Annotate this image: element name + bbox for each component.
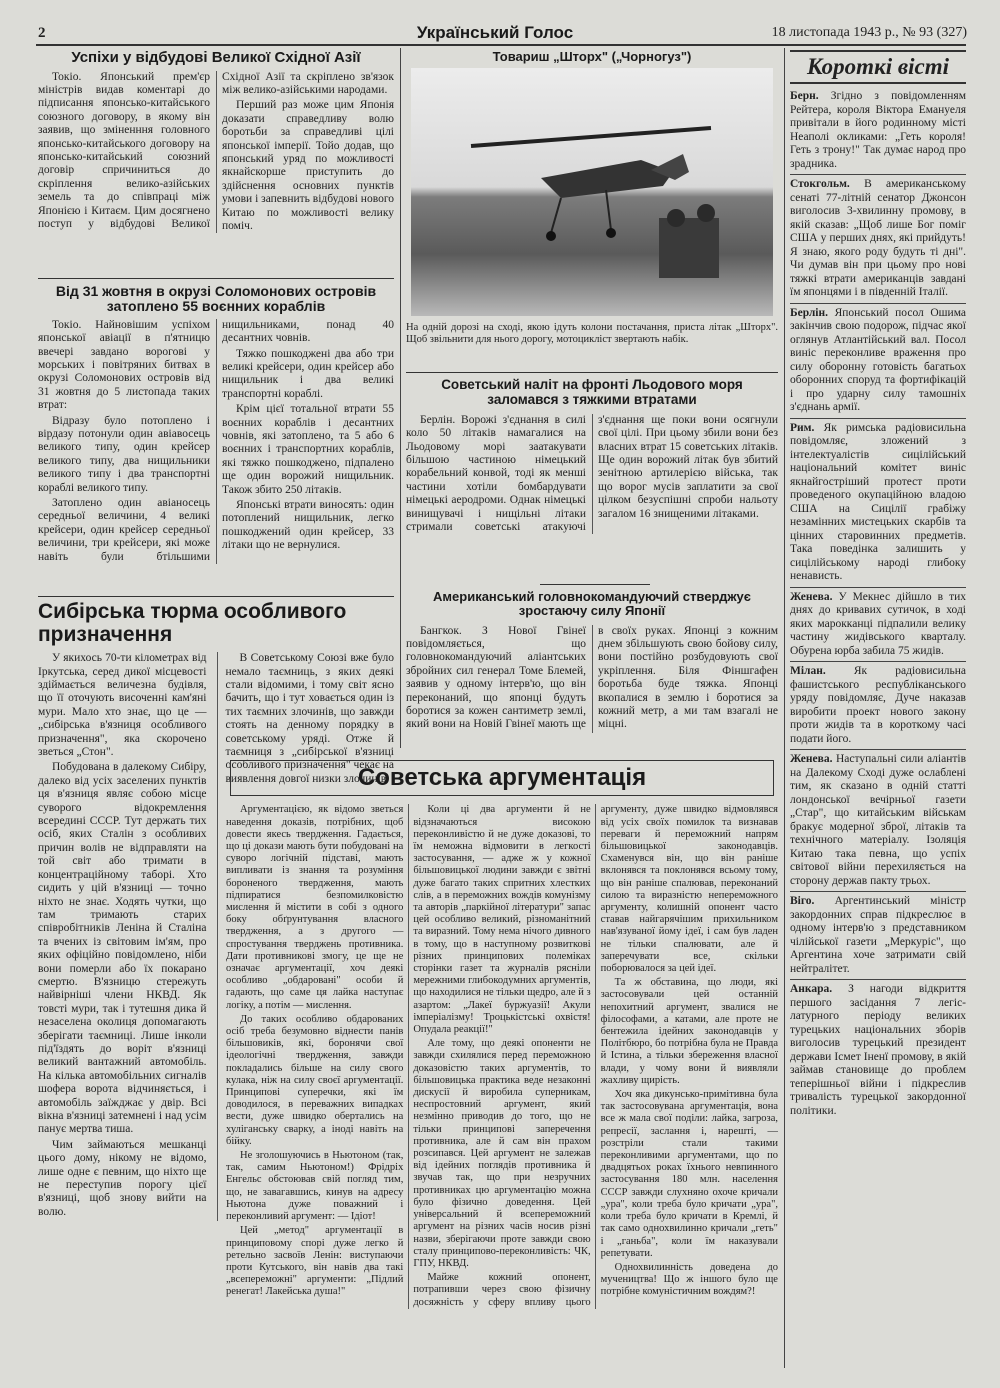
brief-city: Анкара. (790, 983, 833, 995)
brief-item (790, 979, 966, 1118)
brief-city: Женева. (790, 590, 833, 603)
brief-text: Наступальні сили аліантів на Далекому Сході дуже ослаблені тим, як сказано в одній статті лондонської вечірньої газети „Стар", що китайським військам бракує модерної зброї, літаків та технічного матеріалу. Ізоляція Китаю така певна, що успіх світової війни перехиляється на сторону держав пакту трьох. (790, 753, 966, 887)
photo-caption: На одній дорозі на сході, якою ідуть колони постачання, приста літак „Шторх". Щоб звільнити для нього дорогу, мотоцикліст звертають набік. (406, 322, 778, 346)
article-argument-p4: Цей „метод" аргументації в принциповому спорі дуже легко й ретельно засвоїв Ленін: виступаючи проти Кутського, він навів два такі „всепереможні" аргументи: „Підлий ренегат! Лакейська душа!" (226, 1225, 404, 1298)
masthead-rule (36, 44, 966, 46)
article-argument-p8: Та ж обставина, що люди, які застосовували цей останній непохитний аргумент, звалися не філософами, а катами, але проте не бентежила ідейних законодавців у Політбюро, бо потрібна була не Правда й Істина, а тільки збереження власної влади, у чому вони й виявляли жахливу щирість. (600, 977, 778, 1086)
article-ladoga-p1: Берлін. Ворожі з'єднання в силі коло 50 літаків намагалися на Льодовому морі заатакувати більшою частиною німецький корабельний конвой, тоді як менші частини хотіли бомбардувати німецькі аеродроми. Однак німецькі винищувачі і нищільні літаки стримали советські атакуючі з'єднання ще поки вони осягнули свої цілі. При цьому збили вони без власних втрат 15 советських літаків. Ще один ворожий літак був збитий зенітною артилерією війська, так що ворог мусів заплатити за свої цілком безуспішні спроби нальоту загалом 16 знищеними літаками. (406, 413, 778, 533)
column-rule-right (784, 48, 785, 1368)
article-argument-p6: Але тому, що деякі опоненти не завжди схилялися перед переможною доказовістю таких аргументів, то більшовицька практика веде незаконні дискусії й виробила суперникам, неспростовний аргумент, який незмінно приводив до того, що не тільки принципові заперечення противника, але й сам він прахом розсипався. Цей аргумент не залежав від ідейних поглядів противника й звучав так, що при незручних противниках цю аргументацію можна було фізично доведення. Цей універсальний й всепереможний аргумент на різних часів носив різні назви, зберігаючи проте завжди свою сталу принципово-переконливість: ЧК, ГПУ, НКВД. (413, 1038, 591, 1269)
article-solomon-p1: Токіо. Найновішим успіхом японської авіації в п'ятницю ввечері завдано ворогові у морських і повітряних битвах в окрузі Соломонових островів від 31 жовтня до 5 листопада таких втрат: (38, 318, 210, 412)
article-argument-title-frame (230, 760, 774, 796)
article-solomon-p6: Японські втрати виносять: один потоплений нищильник, легко пошкоджений один крейсер, 33 літаки що не вернулися. (222, 499, 394, 552)
brief-city: Мілан. (790, 665, 826, 677)
brief-item (790, 749, 966, 888)
article-siberia-p2: Побудована в далекому Сибіру, далеко від усіх заселених пунктів ця в'язниця являє собою місце суворого відокремлення всередині СССР. Тут держать тих осіб, яких Сталін з особливих причин волів не відправляти на той світ або тримати в концентраційному таборі. Хто сидить у цій в'язниці — точно ніхто не знає. Ходять чутки, що там тримають старих співробітників Леніна й Сталіна та вчених із світовим ім'ям, про яких офіційно повідомлено, ніби вони померли або їх покарано смертю. В'язницю стережуть найвірніші члени НКВД. Як товсті мури, так і тутешня дика й незаселена околиця допомагають зберігати таємниці. Лише інколи під'їздять до воріт в'язниці великий вантажний автомобіль. На кілька автомобільних сигналів шофера ворота відчиняється, і автомобіль заїжджає у двір. Всі вікна в'язниці затемнені і над усім панує мертва тиша. (38, 761, 207, 1136)
brief-text: Аргентинський міністр закордонних справ підкреслює в одному інтерв'ю з представником чілійської газети „Меркуріс", що Аргентина хоче затримати свій нейтралітет. (790, 895, 966, 975)
brief-item (790, 174, 966, 300)
article-argument (226, 760, 778, 1375)
rule-3 (406, 372, 778, 373)
article-argument-p10: Однохвилинність доведена до мучеництва! Що ж іншого було ще потрібне комуністичним вождям?! (600, 1261, 778, 1298)
photo-block (406, 50, 778, 368)
article-solomon-p5: Крім цієї тотальної втрати 55 воєнних кораблів і десантних човнів, які затоплено, та 5 або 6 воєнних і транспортних кораблів, які тяжко пошкоджено, підпалено ще один ворожий нищильник. Також збито 250 літаків. (222, 403, 394, 496)
photo-image (411, 68, 773, 316)
brief-text: З нагоди відкриття першого засідання 7 легіс-латурного періоду великих турецьких національних зборів виголосив турецький президент держави Ісмет Іненї промову, в якій займав становище до проблем теперішньої війни і підкреслив тривалість турецької закордонної політики. (790, 983, 966, 1117)
article-japan-power-p1: Бангкок. З Нової Гвінеї повідомляється, що головнокомандуючий аліантських збройних сил генерал Томе Блемей, заявив у одному інтерв'ю, що він переконаний, що японці будуть боротися за кожен сантиметр землі, який вони на Новій Гвінеї мають ще в своїх руках. Японці з кожним днем збільшують свою бойову силу, вони постійно розбудовують свої укріплення. Біля Фіншгафен боротьба буде тяжка. Японці вкопалися в землю і боротися за кожний метр, а ми там взагалі не міцні. (406, 624, 778, 731)
article-solomon (38, 284, 394, 592)
article-siberia-p4: В Советському Союзі вже було немало таємниць, з яких деякі стали відомими, і тому світ ясно бачить, що і тут ховається один із тих таємних злочинів, що завжди стоять на денному порядку в советському уряді. Отже й таємниця з „сибірської в'язниці особливого призначення" чекає на виявлення довгої низки злочинів. (225, 652, 394, 785)
brief-city: Стокгольм. (790, 178, 850, 190)
article-argument-body (226, 804, 778, 1308)
article-solomon-body (38, 319, 394, 564)
article-solomon-title: Від 31 жовтня в окрузі Соломонових островів затоплено 55 воєнних кораблів (55, 284, 377, 315)
brief-city: Рим. (790, 421, 815, 434)
article-solomon-p2: Відразу було потоплено і вірдазу потонули один авіавосець великого типу, один крейсер великого типу, два нищильники великого типу і два транспортні кораблі великого типу. (38, 414, 210, 494)
brief-item (790, 418, 966, 584)
article-argument-p3: Не зголошуючись в Ньютоном (так, так, самим Ньютоном!) Фрідріх Енгельс обстоював свій погляд тим, що, не завагавшись, кинув на адресу Ньютона дуже поважний і переконливий аргумент: — Ідіот! (226, 1150, 404, 1223)
article-argument-p2: До таких особливо обдарованих осіб треба безумовно віднести панів більшовиків, які, боронячи свої ідеологічні твердження, завжди покладались більше на силу свого кулака, ніж на силу своєї аргументації. Принципові суперечки, які їм доводилося, в переважних випадках вести, дуже швидко обертались на хуліганську сварку, а іноді навіть на бійку. (226, 1013, 404, 1147)
rule-1 (38, 278, 394, 279)
brief-text: Згідно з повідомленням Рейтера, короля Віктора Емануеля привітали в його родинному місті Неаполі окликами: „Геть короля! Геть з трону!" Так думає народ про зрадника. (790, 90, 966, 170)
article-argument-title: Советська аргументація (357, 764, 647, 791)
article-siberia-title: Сибірська тюрма особливого призначення (38, 600, 347, 647)
article-japan-power-body (406, 625, 778, 733)
brief-text: В американському сенаті 77-літній сенатор Джонсон виголосив 3-хвилинну промову, в якій сказав: „Щоб лише Бог поміг США у перших днях, які прийдуть! Я знаю, якого роду будуть ті дні". Чи думав він при цьому про нові тяжкі втрати американців завдані їм японцями і в південній Італії. (790, 178, 966, 298)
issue-date: 18 листопада 1943 р., № 93 (327) (771, 25, 967, 40)
article-siberia-col1 (38, 652, 207, 1221)
article-siberia-p1: У якихось 70-ти кілометрах від Іркутська, серед дикої місцевості здіймається величезна будівля, що її оточують височенні кам'яні мури. Мало хто знає, що це — „сибірська в'язниця особливого призначення", яка скорочено зветься „Стон". (38, 652, 207, 759)
article-argument-p5: Коли ці два аргументи й не відзначаються високою переконливістю й не дуже доказові, то їм неможна відмовити в легкості застосування, — адже ж у кожної більшовицької людини завжди є звітні дуже багато таких спритних хлестких слів, а в переможних вождів комунізму та авторів „паркійної літератури" запас цей особливо великий, різноманітний та виразний. Тому нема нічого дивного в тому, що в наступному розвиткові різних принципових полеміках сторінки газет та журналів рясніли мережними глибокодумних аргументів, що находилися не тільки щедро, але й з азартом: „Лакеї буржуазії! Акули імперіалізму! Троцькістські охвістя! Опудала реакції!" (413, 804, 591, 1036)
article-east-asia-body (38, 71, 394, 234)
brief-city: Берн. (790, 90, 819, 102)
newspaper-title: Український Голос (416, 24, 574, 42)
brief-city: Женева. (790, 753, 833, 765)
article-argument-p9: Хоч яка дикунсько-примітивна була так застосовувана аргументація, вона все ж мала свої поділи: лайка, загроза, репресії, заслання і, нарешті, — розстріли стали такими переконливими аргументами, що по двадцятьох роках їхнього невпинного застосування 180 млн. населення СССР завжди слухняно охоче кричали „ура", коли треба було кричати „ура", коли треба було кричати в Кремлі, й так само однохвилинно кричали „геть" і „ганьба", коли їм наказували репетувати. (600, 1089, 778, 1259)
article-argument-p1: Аргументацією, як відомо зветься наведення доказів, потрібних, щоб довести якесь твердження. Гадається, що ці докази мають бути побудовані на суворо логічній підставі, мають випливати із знання та розуміння бороненого твердження, мають підпиратися безпомилковістю мислення й містити в собі з одного боку обґрунтування власного твердження, а з другого — спростування тверджень противника. Дати противникові змогу, це ще не означає аргументації, хоч деякі особливо „обдаровані" особи й гадають, що саме ця лайка наступає логіку, а потім — мислення. (226, 804, 404, 1011)
article-siberia-p3: Чим займаються мешканці цього дому, нікому не відомо, лише одне є певним, що ніхто ще не переступив порогу цієї в'язниці, щоб знову вийти на волю. (38, 1138, 207, 1218)
article-east-asia-p2: Перший раз може цим Японія доказати справедливу волю боротьби за справедливі цілі японської імперії. Тойо додав, що японський уряд по можливості якнайскорше приступить до здійснення основних пунктів умови і запевнить відбудові нового Китаю по можливості велику поміч. (222, 99, 394, 232)
rule-2 (38, 596, 394, 597)
column-rule-left (400, 48, 401, 748)
aircraft-picture (411, 68, 773, 316)
article-east-asia (38, 50, 394, 276)
page-number: 2 (38, 25, 46, 41)
briefs-title-frame (790, 50, 966, 84)
article-ladoga-title: Советський наліт на фронті Льодового моря заломався з тяжкими втратами (441, 378, 743, 407)
briefs-title: Короткі вісті (806, 54, 950, 79)
brief-text: У Мекнес дійшло в тих днях до кривавих сутичок, в ході яких марокканці підпалили велику частину жидівського кварталу. Обурена юрба забила 75 жидів. (790, 590, 966, 657)
rule-4 (540, 584, 650, 585)
article-solomon-p3: Затоплено один авіаносець середньої величини, 4 великі крейсери, один крейсер середньої величини, три крейсери, які може навіть були бтільшими нищильниками, понад 40 десантних човнів. (38, 318, 394, 563)
brief-city: Віго. (790, 895, 815, 907)
briefs-list (790, 90, 966, 1118)
article-east-asia-title: Успіхи у відбудові Великої Східної Азії (71, 50, 361, 66)
article-japan-power (406, 590, 778, 750)
article-ladoga (406, 378, 778, 580)
brief-city: Берлін. (790, 306, 828, 319)
article-solomon-p4: Тяжко пошкоджені два або три великі крейсери, один крейсер або нищильник і два великі транспортні кораблі. (222, 347, 394, 400)
brief-item (790, 661, 966, 746)
briefs-column (790, 50, 966, 1375)
article-east-asia-p1: Токіо. Японський прем'єр міністрів видав коментарі до підписання японсько-китайського союзного договору, в якому він заявив, що зміненння головного японсько-китайського договору на японсько-китайський союзний договір спричиниться до скріплення велико-азійських земель та до співпраці між Японією і Китаєм. Цим досягнено поступ у відбудові Великої Східної Азії та скріплено зв'язок між велико-азійськими народами. (38, 70, 394, 230)
article-argument-p7: Майже кожний опонент, потрапивши через свою фізичну досяжність у сферу впливу цього аргументу, дуже швидко відмовлявся від усіх своїх помилок та визнавав переваги й переможний напрям більшовицької законодавців. Схаменувся він, що він раніше вклонявся та поклонявся всьому тому, що він раніше спалював, переконаний силою та виразністю непереможного аргументу, колишній опонент часто ставав найгарячішим прихильником нав'язуваної йому ідеї, і сам був ладен не тільки спалювати, але й заперечувати все, скільки поборювалося за цей ідеї. (413, 804, 778, 1308)
article-japan-power-title: Американський головнокомандуючий стверджує зростаючу силу Японії (433, 590, 751, 619)
brief-text: Як радіовисильна фашистського республіканського уряду повідомляє, Дуче наказав виробити проект нового закону проти жидів та в короткому часі подати його. (790, 665, 966, 745)
photo-title: Товариш „Шторх" („Чорногуз") (492, 50, 692, 64)
article-ladoga-body (406, 414, 778, 535)
brief-item (790, 891, 966, 976)
brief-item (790, 90, 966, 171)
brief-item (790, 303, 966, 415)
brief-text: Японський посол Ошима закінчив свою подорож, підчас якої оглянув Атлантійський вал. Посол виніс переконливе враження про силу оборонну готовість багатьох оборонних споруд та фортифікацій і про ударну силу тамошніх з'єднань армії. (790, 306, 966, 413)
brief-text: Як римська радіовисильна повідомляє, зложений з інтелектуалістів сицілійський національний комітет виніс якнайгостріший протест проти проведеного окупаційною владою США на Сицілії грабіжу незамінних мистецьких скарбів та цінних старовинних предметів. Така поведінка залишить у сицілійському народі глибоку ненависть. (790, 421, 966, 582)
brief-item (790, 587, 966, 659)
